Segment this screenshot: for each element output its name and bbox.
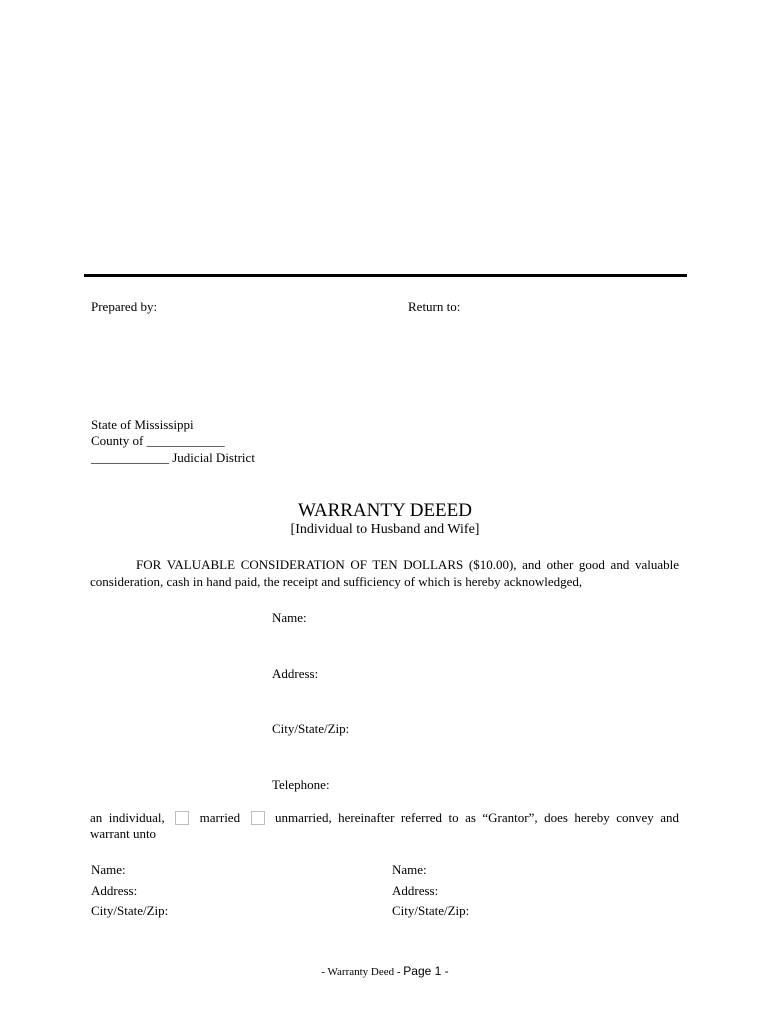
- grantee2-name-label: Name:: [392, 862, 427, 877]
- prepared-by-label: Prepared by:: [91, 299, 158, 314]
- grantor-telephone-label: Telephone:: [272, 777, 330, 792]
- married-checkbox[interactable]: [175, 811, 189, 825]
- individual-text: an individual,: [90, 810, 165, 825]
- document-title: WARRANTY DEEED: [298, 500, 472, 521]
- unmarried-text: unmarried, hereinafter referred to as “Grantor”, does hereby convey and: [275, 810, 679, 825]
- grantee1-name-label: Name:: [91, 862, 126, 877]
- grantor-address-label: Address:: [272, 666, 319, 681]
- judicial-district-line: ____________ Judicial District: [91, 450, 255, 465]
- grantor-city-label: City/State/Zip:: [272, 721, 350, 736]
- return-to-label: Return to:: [408, 299, 461, 314]
- grantor-name-label: Name:: [272, 610, 307, 625]
- document-subtitle: [Individual to Husband and Wife]: [290, 522, 480, 537]
- top-rule: [84, 274, 687, 277]
- grantee2-address-label: Address:: [392, 883, 439, 898]
- grantor-clause-line2: warrant unto: [90, 826, 157, 841]
- grantee1-city-label: City/State/Zip:: [91, 903, 169, 918]
- state-line: State of Mississippi: [91, 417, 194, 432]
- footer-doc-name: - Warranty Deed -: [321, 966, 401, 978]
- footer-page-number: Page 1 -: [403, 964, 449, 978]
- married-text: married: [199, 810, 241, 825]
- grantee1-address-label: Address:: [91, 883, 138, 898]
- grantor-clause-line1: [90, 809, 679, 826]
- unmarried-checkbox[interactable]: [251, 811, 265, 825]
- grantee2-city-label: City/State/Zip:: [392, 903, 470, 918]
- county-line: County of ____________: [91, 433, 225, 448]
- page-footer: [0, 964, 770, 978]
- consideration-paragraph: FOR VALUABLE CONSIDERATION OF TEN DOLLARS ($10.00), and other good and valuable consideration, cash in hand paid, the receipt and sufficiency of which is hereby acknowledged,: [90, 557, 679, 589]
